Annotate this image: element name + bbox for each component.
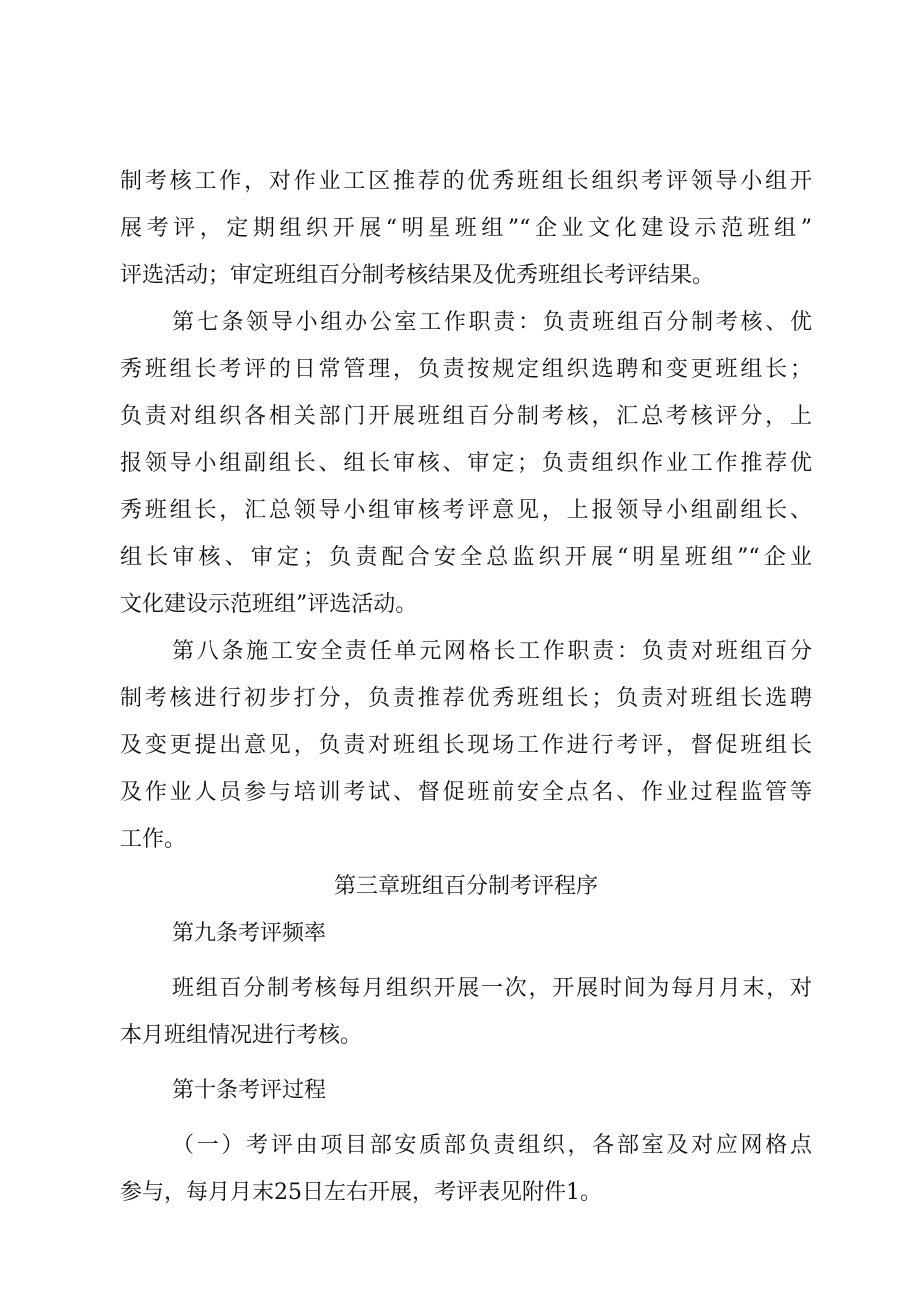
text-line: 工作。 [120, 827, 187, 852]
text-line: 负责对组织各相关部门开展班组百分制考核，汇总考核评分，上 [120, 404, 812, 429]
text-line: 及作业人员参与培训考试、督促班前安全点名、作业过程监管等 [120, 780, 812, 805]
text-line: （一）考评由项目部安质部负责组织，各部室及对应网格点 [172, 1133, 812, 1158]
text-line: 报领导小组副组长、组长审核、审定；负责组织作业工作推荐优 [120, 451, 812, 476]
text-line: 展考评，定期组织开展“明星班组”“企业文化建设示范班组” [120, 216, 812, 241]
text-line: 文化建设示范班组”评选活动。 [120, 592, 418, 617]
article-8-heading-line: 第八条施工安全责任单元网格长工作职责：负责对班组百分 [172, 639, 812, 664]
text-line: 本月班组情况进行考核。 [120, 1023, 363, 1048]
text-line: 制考核进行初步打分，负责推荐优秀班组长；负责对班组长选聘 [120, 686, 812, 711]
document-body [120, 158, 812, 1216]
text-line: 参与，每月月末25日左右开展，考评表见附件1。 [120, 1180, 602, 1205]
text-line: 及变更提出意见，负责对班组长现场工作进行考评，督促班组长 [120, 733, 812, 758]
chapter-heading: 第三章班组百分制考评程序 [333, 874, 598, 899]
text-line: 班组百分制考核每月组织开展一次，开展时间为每月月末，对 [172, 976, 812, 1001]
text-line: 组长审核、审定；负责配合安全总监织开展“明星班组”“企业 [120, 545, 812, 570]
text-line: 秀班组长，汇总领导小组审核考评意见，上报领导小组副组长、 [120, 498, 812, 523]
article-10-heading: 第十条考评过程 [172, 1078, 327, 1103]
article-7-heading-line: 第七条领导小组办公室工作职责：负责班组百分制考核、优 [172, 310, 812, 335]
text-line: 秀班组长考评的日常管理，负责按规定组织选聘和变更班组长； [120, 357, 812, 382]
text-line: 评选活动；审定班组百分制考核结果及优秀班组长考评结果。 [120, 263, 715, 288]
text-line: 制考核工作，对作业工区推荐的优秀班组长组织考评领导小组开 [120, 169, 812, 194]
article-9-heading: 第九条考评频率 [172, 921, 327, 946]
